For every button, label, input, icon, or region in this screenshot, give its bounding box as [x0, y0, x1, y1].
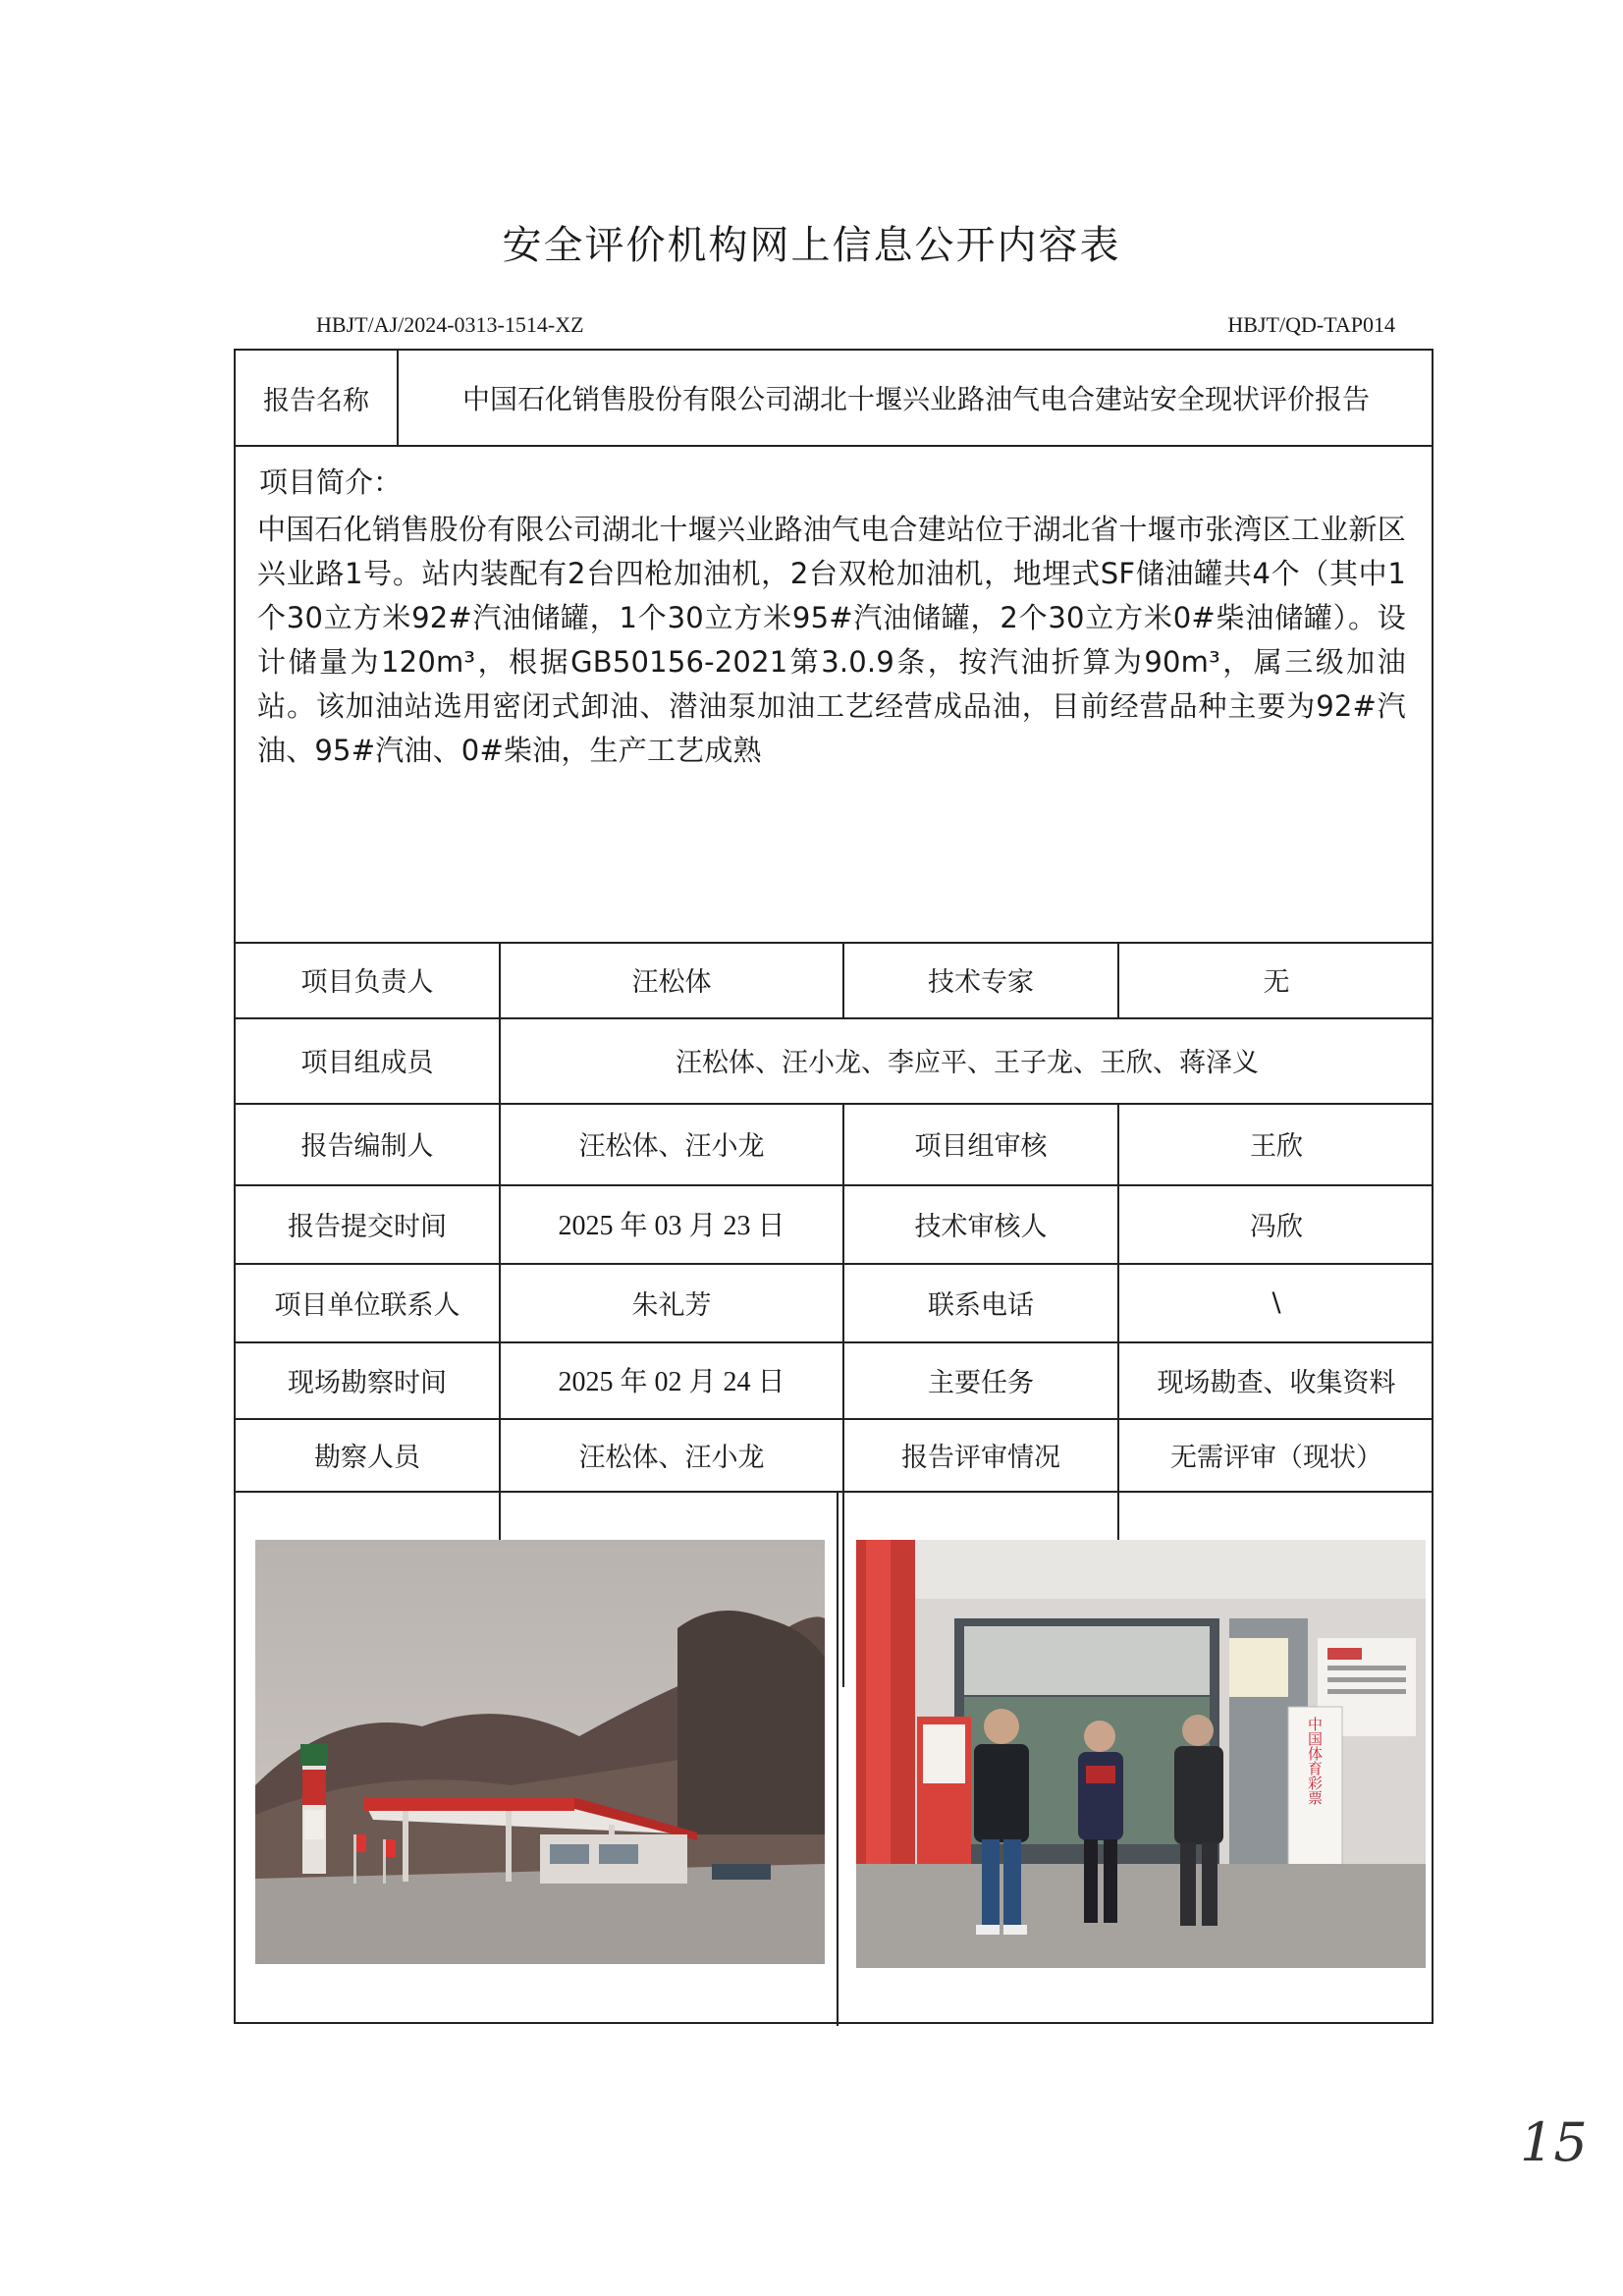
value-review-status: 无需评审（现状）	[1170, 1442, 1382, 1473]
report-name-label: 报告名称	[263, 385, 369, 416]
intro-label: 项目简介：	[259, 465, 403, 499]
label-tech-expert: 技术专家	[928, 967, 1034, 998]
form-code: HBJT/QD-TAP014	[1227, 312, 1395, 337]
label-surveyors: 勘察人员	[314, 1442, 420, 1473]
label-main-task: 主要任务	[928, 1367, 1034, 1398]
document-title: 安全评价机构网上信息公开内容表	[502, 223, 1121, 268]
label-tech-reviewer: 技术审核人	[914, 1211, 1048, 1242]
label-review-status: 报告评审情况	[901, 1442, 1060, 1473]
gas-station-photo	[255, 1540, 825, 1964]
survey-team-photo	[856, 1540, 1426, 1968]
value-unit-contact: 朱礼芳	[631, 1289, 712, 1321]
value-tech-expert: 无	[1263, 967, 1290, 998]
value-survey-date: 2025 年 02 月 24 日	[558, 1367, 785, 1397]
intro-text: 中国石化销售股份有限公司湖北十堰兴业路油气电合建站位于湖北省十堰市张湾区工业新区兴业路1号。站内装配有2台四枪加油机，2台双枪加油机，地埋式SF储油罐共4个（其中1个30立方米92#汽油储罐，1个30立方米95#汽油储罐，2个30立方米0#柴油储罐）。设计储量为120m³，根据GB50156-2021第3.0.9条，按汽油折算为90m³，属三级加油站。该加油站选用密闭式卸油、潜油泵加油工艺经营成品油，目前经营品种主要为92#汽油、95#汽油、0#柴油，生产工艺成熟	[257, 513, 1406, 767]
label-survey-date: 现场勘察时间	[288, 1367, 447, 1398]
page-number-handwritten: 15	[1520, 2111, 1588, 2173]
value-team-members: 汪松体、汪小龙、李应平、王子龙、王欣、蒋泽义	[676, 1048, 1259, 1078]
value-surveyors: 汪松体、汪小龙	[578, 1442, 765, 1473]
label-team-review: 项目组审核	[914, 1131, 1048, 1162]
value-tech-reviewer: 冯欣	[1250, 1211, 1303, 1242]
label-team-members: 项目组成员	[300, 1048, 434, 1078]
value-phone: \	[1271, 1286, 1281, 1318]
label-submit-date: 报告提交时间	[288, 1211, 447, 1242]
document-code: HBJT/AJ/2024-0313-1514-XZ	[316, 312, 584, 337]
label-report-author: 报告编制人	[300, 1131, 434, 1162]
value-submit-date: 2025 年 03 月 23 日	[558, 1211, 785, 1241]
label-phone: 联系电话	[928, 1289, 1034, 1321]
lottery-sign-text: 中国体育彩票	[1306, 1717, 1324, 1805]
value-team-review: 王欣	[1250, 1131, 1303, 1162]
value-report-author: 汪松体、汪小龙	[578, 1131, 765, 1162]
label-project-leader: 项目负责人	[300, 967, 434, 998]
info-table	[234, 349, 1434, 2024]
label-unit-contact: 项目单位联系人	[274, 1289, 460, 1321]
value-main-task: 现场勘查、收集资料	[1157, 1367, 1396, 1398]
report-name-value: 中国石化销售股份有限公司湖北十堰兴业路油气电合建站安全现状评价报告	[461, 383, 1370, 415]
value-project-leader: 汪松体	[631, 967, 712, 998]
